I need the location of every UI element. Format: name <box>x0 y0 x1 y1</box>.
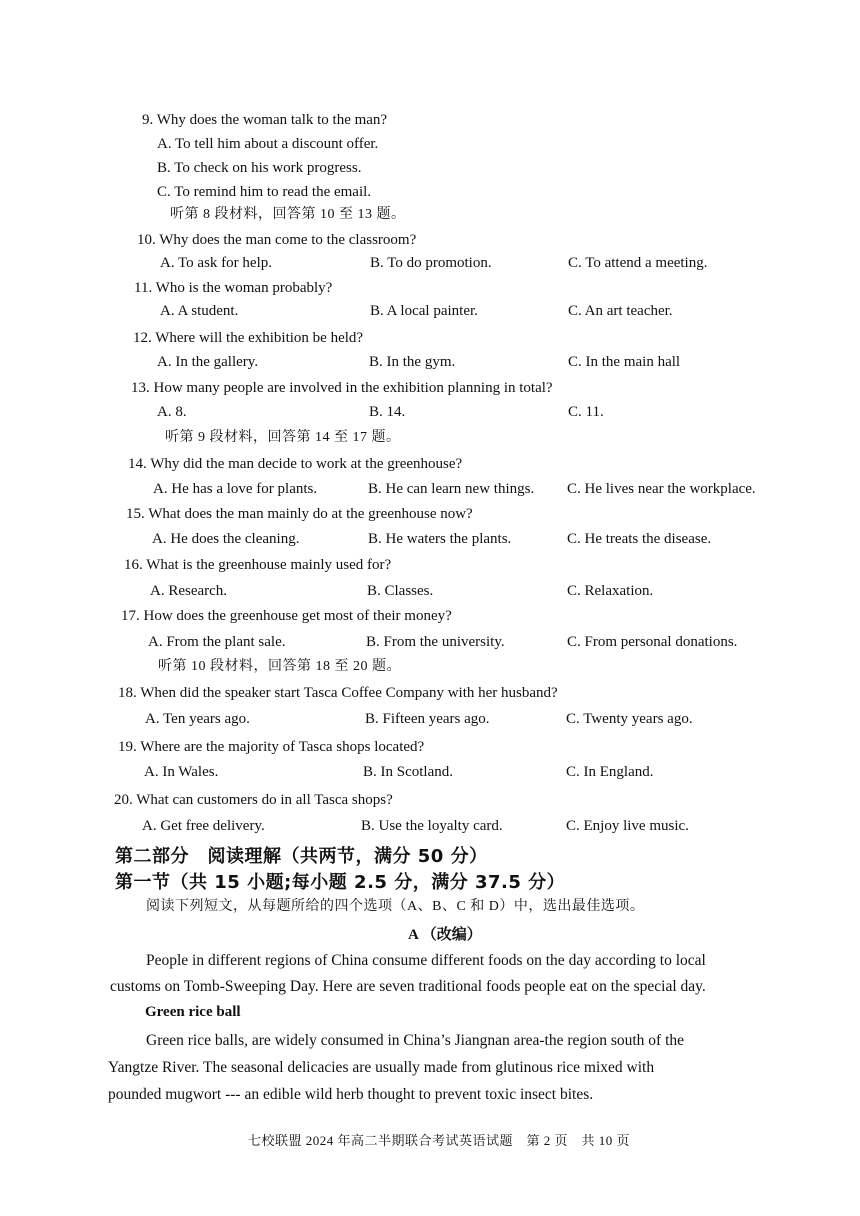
page-footer: 七校联盟 2024 年高二半期联合考试英语试题 第 2 页 共 10 页 <box>248 1133 631 1148</box>
passage-intro-line-1: People in different regions of China consume different foods on the day according to local <box>146 952 706 969</box>
section-2-part-1-title: 第一节（共 15 小题;每小题 2.5 分，满分 37.5 分） <box>115 872 566 893</box>
question-10-stem: 10. Why does the man come to the classroom? <box>137 232 417 248</box>
question-11-stem: 11. Who is the woman probably? <box>134 280 333 296</box>
passage-subheading: Green rice ball <box>145 1004 241 1020</box>
reading-instruction: 阅读下列短文，从每题所给的四个选项（A、B、C 和 D）中，选出最佳选项。 <box>146 899 645 914</box>
question-11-option-a: A. A student. <box>160 303 239 319</box>
question-9-stem: 9. Why does the woman talk to the man? <box>142 112 388 128</box>
question-10-option-a: A. To ask for help. <box>160 255 272 271</box>
question-12-option-b: B. In the gym. <box>369 354 456 370</box>
question-19-option-b: B. In Scotland. <box>363 764 453 780</box>
question-15-option-c: C. He treats the disease. <box>567 531 712 547</box>
question-16-option-c: C. Relaxation. <box>567 583 654 599</box>
question-10-option-c: C. To attend a meeting. <box>568 255 708 271</box>
question-17-option-b: B. From the university. <box>366 634 505 650</box>
passage-label: A （改编） <box>408 927 482 943</box>
question-13-stem: 13. How many people are involved in the exhibition planning in total? <box>131 380 553 396</box>
question-14-option-b: B. He can learn new things. <box>368 481 535 497</box>
question-13-option-a: A. 8. <box>157 404 187 420</box>
question-9-option-a: A. To tell him about a discount offer. <box>157 136 379 152</box>
question-13-option-c: C. 11. <box>568 404 604 420</box>
listening-instruction-10: 听第 10 段材料，回答第 18 至 20 题。 <box>158 659 401 674</box>
listening-instruction-9: 听第 9 段材料，回答第 14 至 17 题。 <box>165 430 401 445</box>
question-14-stem: 14. Why did the man decide to work at the greenhouse? <box>128 456 463 472</box>
question-9-option-c: C. To remind him to read the email. <box>157 184 372 200</box>
section-2-title: 第二部分 阅读理解（共两节，满分 50 分） <box>115 846 488 867</box>
question-18-option-c: C. Twenty years ago. <box>566 711 693 727</box>
question-18-option-b: B. Fifteen years ago. <box>365 711 490 727</box>
question-11-option-b: B. A local painter. <box>370 303 478 319</box>
question-12-option-c: C. In the main hall <box>568 354 681 370</box>
question-20-option-a: A. Get free delivery. <box>142 818 265 834</box>
question-20-option-c: C. Enjoy live music. <box>566 818 689 834</box>
question-17-stem: 17. How does the greenhouse get most of their money? <box>121 608 452 624</box>
question-15-option-b: B. He waters the plants. <box>368 531 512 547</box>
passage-body-line-2: Yangtze River. The seasonal delicacies are usually made from glutinous rice mixed with <box>108 1059 655 1076</box>
listening-instruction-8: 听第 8 段材料，回答第 10 至 13 题。 <box>170 207 406 222</box>
passage-intro-line-2: customs on Tomb-Sweeping Day. Here are seven traditional foods people eat on the special day. <box>110 978 706 995</box>
question-16-option-a: A. Research. <box>150 583 228 599</box>
question-20-stem: 20. What can customers do in all Tasca shops? <box>114 792 393 808</box>
question-14-option-a: A. He has a love for plants. <box>153 481 318 497</box>
question-19-stem: 19. Where are the majority of Tasca shops located? <box>118 739 425 755</box>
question-19-option-c: C. In England. <box>566 764 654 780</box>
passage-body-line-3: pounded mugwort --- an edible wild herb thought to prevent toxic insect bites. <box>108 1086 594 1103</box>
question-10-option-b: B. To do promotion. <box>370 255 492 271</box>
question-20-option-b: B. Use the loyalty card. <box>361 818 503 834</box>
question-18-option-a: A. Ten years ago. <box>145 711 250 727</box>
question-18-stem: 18. When did the speaker start Tasca Coffee Company with her husband? <box>118 685 558 701</box>
question-16-stem: 16. What is the greenhouse mainly used for? <box>124 557 392 573</box>
question-12-stem: 12. Where will the exhibition be held? <box>133 330 364 346</box>
question-12-option-a: A. In the gallery. <box>157 354 259 370</box>
question-11-option-c: C. An art teacher. <box>568 303 673 319</box>
question-9-option-b: B. To check on his work progress. <box>157 160 362 176</box>
question-19-option-a: A. In Wales. <box>144 764 219 780</box>
passage-body-line-1: Green rice balls, are widely consumed in China’s Jiangnan area-the region south of the <box>146 1032 685 1049</box>
question-15-stem: 15. What does the man mainly do at the greenhouse now? <box>126 506 473 522</box>
question-13-option-b: B. 14. <box>369 404 406 420</box>
question-16-option-b: B. Classes. <box>367 583 434 599</box>
question-14-option-c: C. He lives near the workplace. <box>567 481 756 497</box>
question-17-option-a: A. From the plant sale. <box>148 634 286 650</box>
question-17-option-c: C. From personal donations. <box>567 634 738 650</box>
question-15-option-a: A. He does the cleaning. <box>152 531 300 547</box>
